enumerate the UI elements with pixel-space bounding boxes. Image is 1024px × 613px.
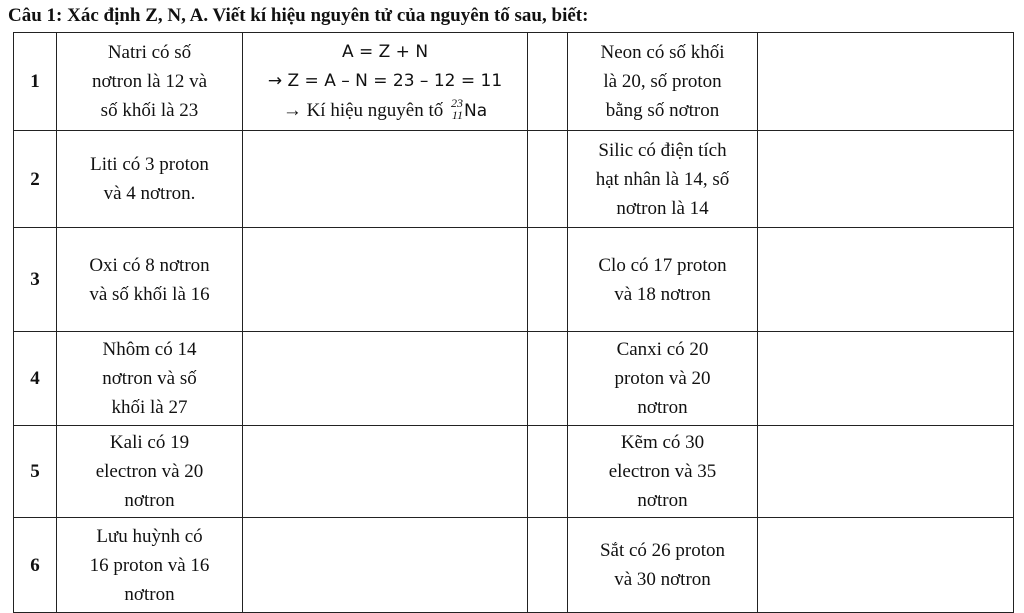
spacer-cell: [528, 131, 568, 228]
cell-line: nơtron là 12 và: [91, 71, 208, 92]
exercise-table: [13, 32, 1014, 613]
formula-line: → Z = A – N = 23 – 12 = 11: [267, 70, 503, 91]
cell-line: và 4 nơtron.: [103, 183, 196, 204]
cell-line: Kẽm có 30: [620, 432, 705, 453]
spacer-cell: [528, 332, 568, 426]
answer-cell: [758, 426, 1014, 518]
cell-line: và 30 nơtron: [614, 569, 711, 590]
element-symbol: Na: [464, 100, 488, 121]
cell-line: số khối là 23: [100, 100, 199, 121]
spacer-cell: [528, 33, 568, 131]
cell-line: Silic có điện tích: [598, 139, 727, 161]
cell-line: Liti có 3 proton: [90, 154, 209, 175]
right-element-cell: [568, 332, 758, 426]
left-element-cell: [57, 131, 243, 228]
cell-line: Sắt có 26 proton: [599, 540, 726, 561]
nuclide-symbol-line: [243, 96, 527, 126]
right-element-cell: [568, 518, 758, 613]
answer-cell: [243, 228, 528, 332]
question-title: Câu 1: Xác định Z, N, A. Viết kí hiệu nguyên tử của nguyên tố sau, biết:: [8, 5, 589, 26]
row-number: 3: [14, 228, 57, 332]
cell-line: Nhôm có 14: [102, 339, 197, 360]
cell-line: và 18 nơtron: [614, 283, 711, 305]
left-element-cell: [57, 426, 243, 518]
cell-line: electron và 20: [95, 461, 204, 482]
answer-cell: [758, 228, 1014, 332]
nuclide-prefix: → Kí hiệu nguyên tố: [282, 99, 444, 121]
formula-line: A = Z + N: [341, 41, 429, 62]
cell-line: Kali có 19: [109, 432, 190, 453]
table-row: [14, 228, 1014, 332]
left-element-cell: [57, 33, 243, 131]
cell-line: và số khối là 16: [89, 283, 210, 305]
row-number: 1: [14, 33, 57, 131]
cell-line: Natri có số: [107, 42, 192, 63]
answer-cell: [243, 131, 528, 228]
answer-cell: [758, 518, 1014, 613]
row-number: 2: [14, 131, 57, 228]
table-row: [14, 131, 1014, 228]
table-row: [14, 33, 1014, 131]
cell-line: nơtron và số: [102, 368, 197, 389]
mass-number: 23: [451, 96, 464, 111]
nuclide-numbers: [451, 97, 463, 121]
cell-line: proton và 20: [614, 368, 711, 389]
right-element-cell: [568, 33, 758, 131]
row-number: 4: [14, 332, 57, 426]
answer-cell: [243, 426, 528, 518]
row-number: 5: [14, 426, 57, 518]
left-element-cell: [57, 518, 243, 613]
cell-line: nơtron: [124, 490, 175, 511]
right-element-cell: [568, 426, 758, 518]
spacer-cell: [528, 426, 568, 518]
atomic-number: 11: [451, 108, 464, 123]
cell-line: nơtron: [637, 397, 688, 418]
table-row: [14, 518, 1014, 613]
row-number: 6: [14, 518, 57, 613]
cell-line: bằng số nơtron: [605, 100, 720, 121]
answer-cell: [243, 518, 528, 613]
left-element-cell: [57, 228, 243, 332]
cell-line: khối là 27: [111, 397, 188, 418]
cell-line: Lưu huỳnh có: [96, 525, 203, 547]
answer-cell: [758, 332, 1014, 426]
cell-line: Neon có số khối: [600, 42, 725, 63]
cell-line: là 20, số proton: [603, 71, 722, 92]
spacer-cell: [528, 518, 568, 613]
cell-line: Oxi có 8 nơtron: [89, 254, 210, 276]
cell-line: nơtron: [637, 490, 688, 511]
cell-line: Clo có 17 proton: [598, 254, 727, 276]
answer-cell-example: [243, 33, 528, 131]
cell-line: 16 proton và 16: [89, 554, 210, 576]
cell-line: Canxi có 20: [616, 339, 709, 360]
cell-line: hạt nhân là 14, số: [595, 168, 730, 190]
right-element-cell: [568, 131, 758, 228]
cell-line: nơtron là 14: [616, 197, 709, 219]
left-element-cell: [57, 332, 243, 426]
answer-cell: [758, 33, 1014, 131]
cell-line: nơtron: [124, 583, 175, 605]
table-row: [14, 332, 1014, 426]
table-row: [14, 426, 1014, 518]
cell-line: electron và 35: [608, 461, 717, 482]
answer-cell: [243, 332, 528, 426]
right-element-cell: [568, 228, 758, 332]
answer-cell: [758, 131, 1014, 228]
spacer-cell: [528, 228, 568, 332]
